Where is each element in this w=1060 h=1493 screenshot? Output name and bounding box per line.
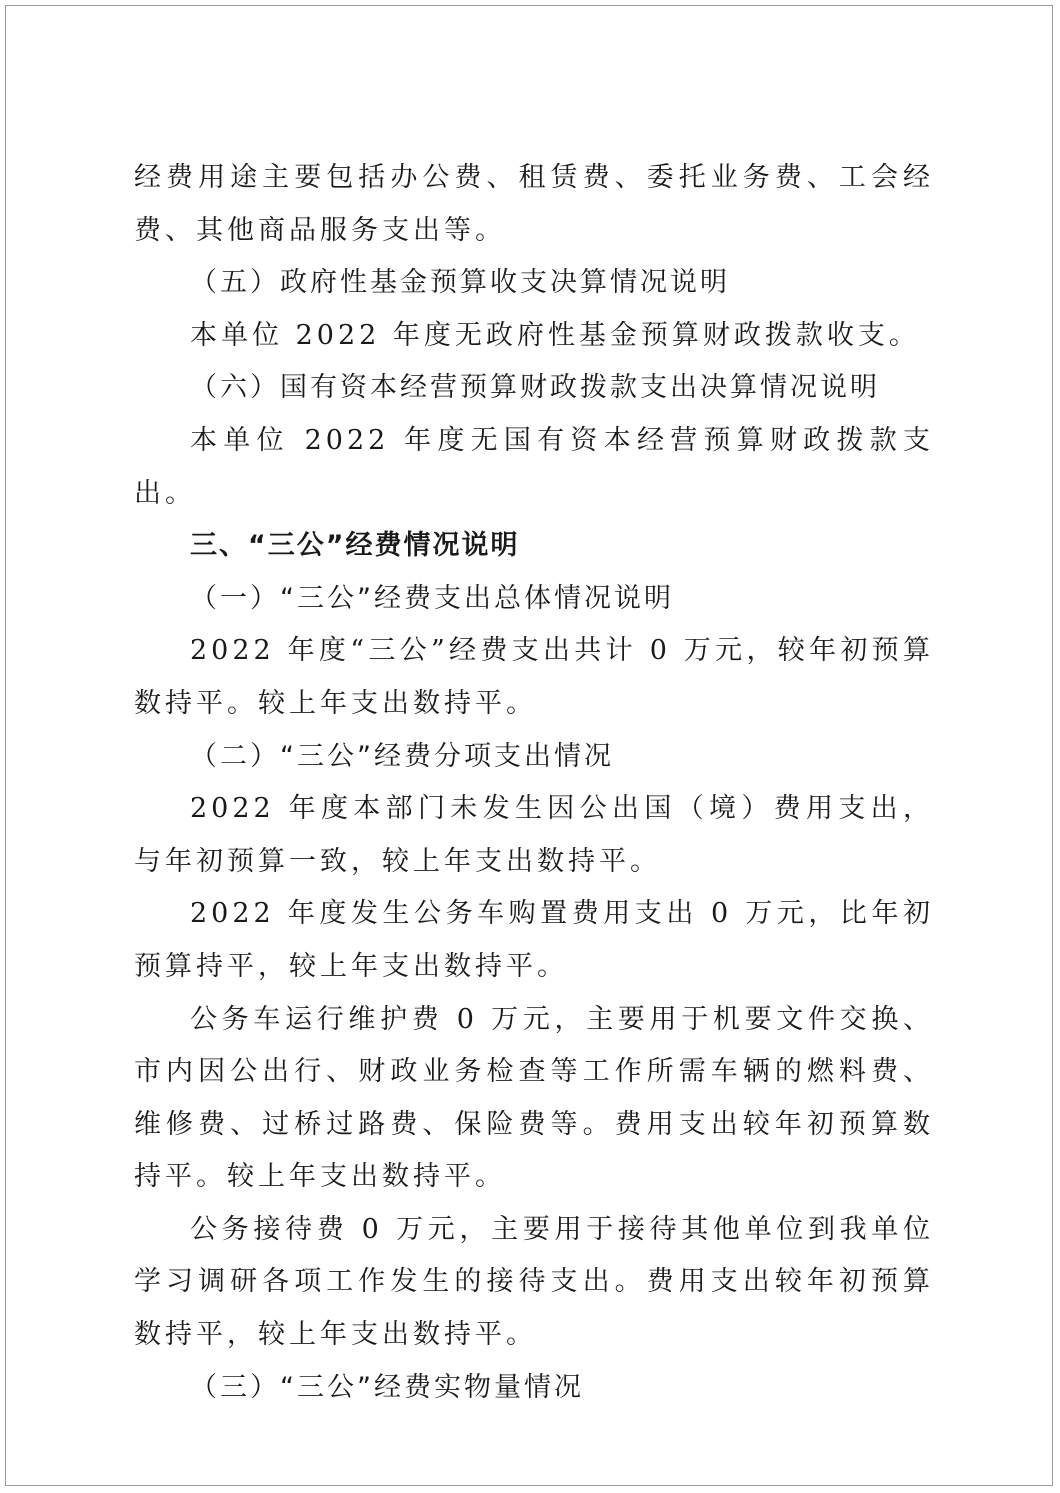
paragraph-vehicle-purchase: 2022 年度发生公务车购置费用支出 0 万元，比年初预算持平，较上年支出数持平。 (134, 898, 934, 982)
paragraph-government-fund-none: 本单位 2022 年度无政府性基金预算财政拨款收支。 (190, 319, 920, 351)
subheading-state-capital-budget: （六）国有资本经营预算财政拨款支出决算情况说明 (190, 372, 880, 404)
document-body (134, 152, 934, 1414)
subheading-overall-expenses: （一）“三公”经费支出总体情况说明 (190, 582, 674, 614)
paragraph-overall-expenses: 2022 年度“三公”经费支出共计 0 万元，较年初预算数持平。较上年支出数持平。 (134, 635, 934, 719)
subheading-physical-quantity: （三）“三公”经费实物量情况 (190, 1371, 584, 1403)
heading-three-public-expenses: 三、“三公”经费情况说明 (190, 530, 520, 562)
document-page (5, 5, 1053, 1486)
subheading-government-fund-budget: （五）政府性基金预算收支决算情况说明 (190, 267, 730, 299)
paragraph-reception: 公务接待费 0 万元，主要用于接待其他单位到我单位学习调研各项工作发生的接待支出。费用支出较年初预算数持平，较上年支出数持平。 (134, 1213, 934, 1351)
paragraph-vehicle-operation: 公务车运行维护费 0 万元，主要用于机要文件交换、市内因公出行、财政业务检查等工作所需车辆的燃料费、维修费、过桥过路费、保险费等。费用支出较年初预算数持平。较上年支出数持平。 (134, 1003, 934, 1193)
subheading-itemized-expenses: （二）“三公”经费分项支出情况 (190, 740, 614, 772)
paragraph-expense-uses: 经费用途主要包括办公费、租赁费、委托业务费、工会经费、其他商品服务支出等。 (134, 162, 934, 246)
paragraph-overseas-travel: 2022 年度本部门未发生因公出国（境）费用支出，与年初预算一致，较上年支出数持平。 (134, 793, 934, 877)
paragraph-state-capital-none: 本单位 2022 年度无国有资本经营预算财政拨款支出。 (134, 424, 934, 509)
